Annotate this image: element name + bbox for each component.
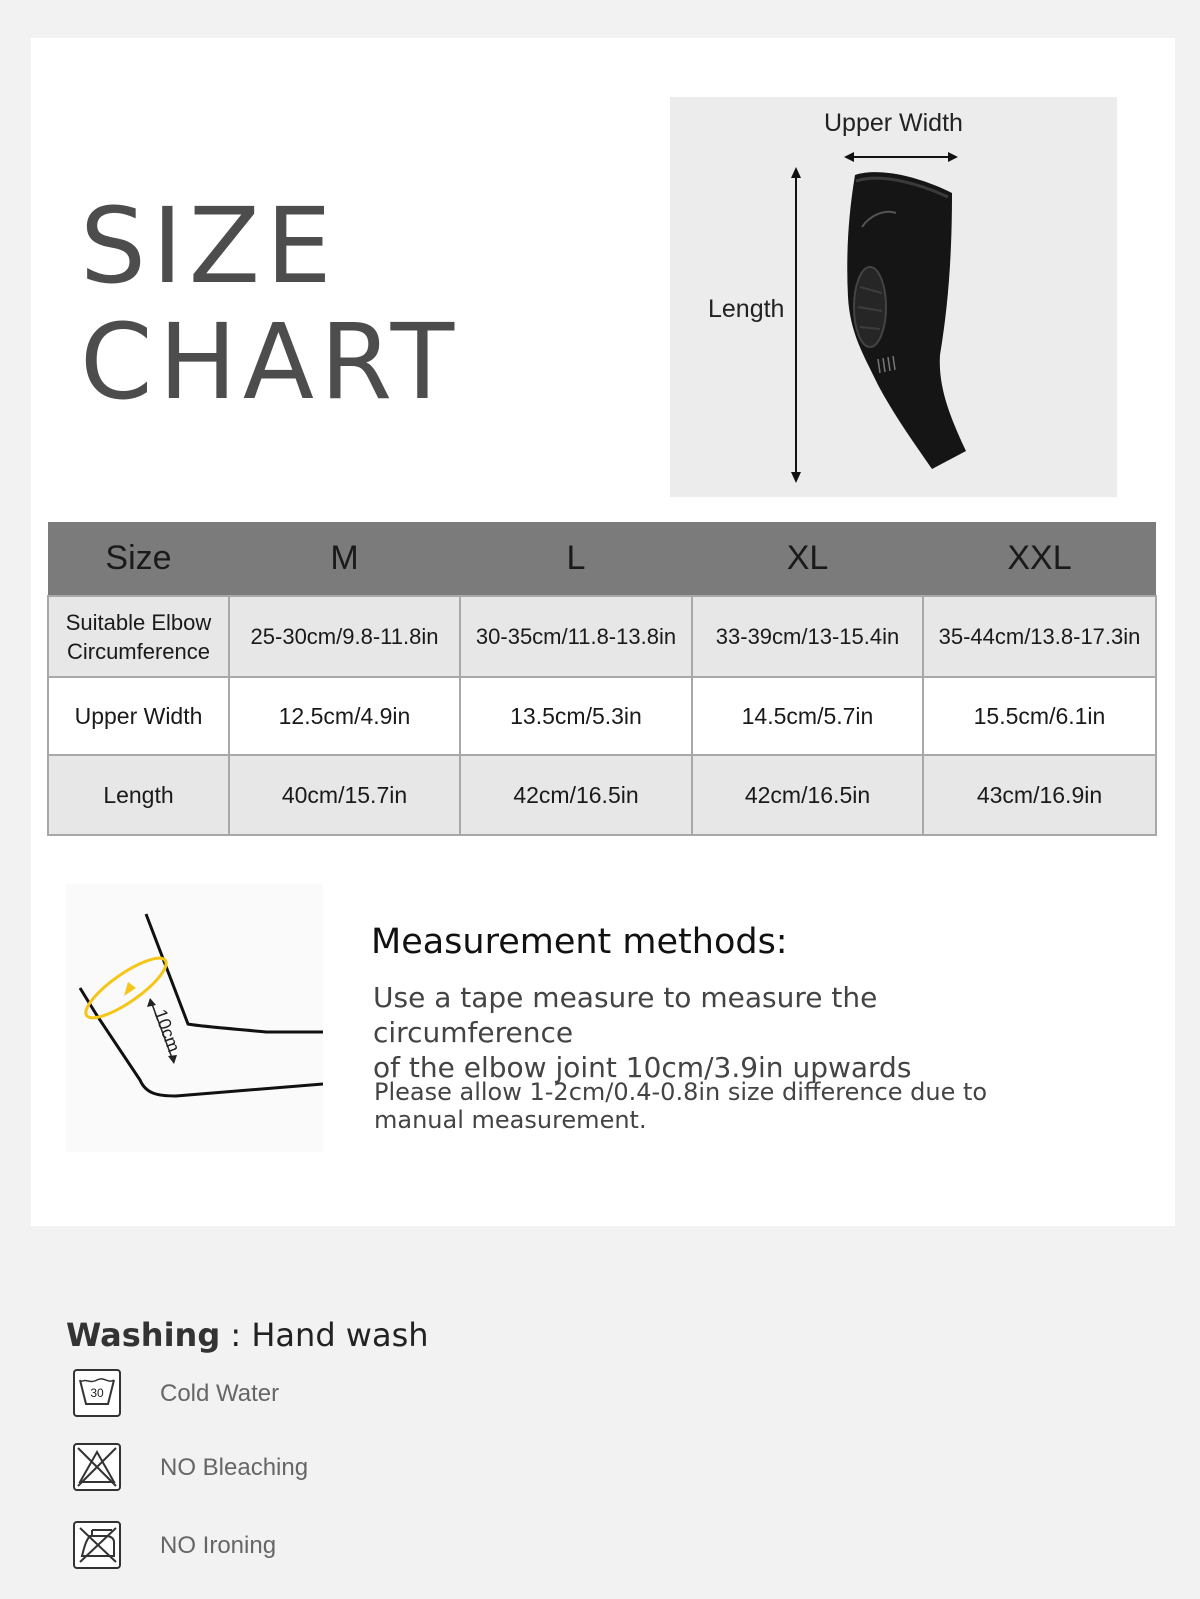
table-cell: 42cm/16.5in (692, 755, 923, 835)
no-iron-icon (72, 1520, 124, 1572)
table-cell: 42cm/16.5in (460, 755, 692, 835)
product-diagram (670, 97, 1117, 497)
table-cell: 13.5cm/5.3in (460, 677, 692, 756)
length-label: Length (708, 295, 785, 323)
row-label-circumference (48, 596, 229, 677)
measurement-instructions (373, 980, 1063, 1085)
instruction-line-2: of the elbow joint 10cm/3.9in upwards (373, 1051, 912, 1084)
table-cell: 40cm/15.7in (229, 755, 460, 835)
table-cell: 14.5cm/5.7in (692, 677, 923, 756)
washing-separator: : (220, 1316, 252, 1354)
header-m: M (229, 522, 460, 596)
header-l: L (460, 522, 692, 596)
washing-heading (66, 1316, 429, 1354)
row-label-line-1: Suitable Elbow (65, 609, 212, 635)
care-item-no-bleaching (72, 1442, 472, 1494)
care-item-cold-water (72, 1368, 472, 1420)
measurement-note (374, 1078, 1014, 1134)
table-row (48, 677, 1156, 756)
ten-cm-label: 10cm (150, 1006, 185, 1055)
table-cell: 25-30cm/9.8-11.8in (229, 596, 460, 677)
table-cell: 33-39cm/13-15.4in (692, 596, 923, 677)
measurement-methods-title: Measurement methods: (371, 922, 788, 962)
title-line-1: SIZE (80, 185, 338, 307)
table-cell: 15.5cm/6.1in (923, 677, 1156, 756)
size-table (47, 522, 1157, 836)
no-bleach-icon (72, 1442, 124, 1494)
cold-water-label: Cold Water (160, 1380, 280, 1407)
table-cell: 35-44cm/13.8-17.3in (923, 596, 1156, 677)
table-cell: 43cm/16.9in (923, 755, 1156, 835)
no-ironing-label: NO Ironing (160, 1532, 277, 1559)
header-size: Size (48, 522, 229, 596)
table-header-row (48, 522, 1156, 596)
upper-width-label: Upper Width (824, 109, 963, 137)
note-line-2: manual measurement. (374, 1106, 647, 1134)
instruction-line-1: Use a tape measure to measure the circumference (373, 981, 878, 1049)
row-label-length: Length (48, 755, 229, 835)
washing-value: Hand wash (251, 1316, 429, 1354)
washing-label: Washing (66, 1316, 221, 1354)
elbow-diagram (66, 884, 323, 1152)
elbow-measurement-illustration (66, 884, 323, 1152)
care-item-no-ironing (72, 1520, 472, 1572)
table-row (48, 596, 1156, 677)
table-cell: 12.5cm/4.9in (229, 677, 460, 756)
table-row (48, 755, 1156, 835)
wash-temperature: 30 (90, 1386, 104, 1400)
header-xxl: XXL (923, 522, 1156, 596)
row-label-line-2: Circumference (66, 638, 211, 664)
wash-30-icon (72, 1368, 124, 1420)
table-cell: 30-35cm/11.8-13.8in (460, 596, 692, 677)
row-label-upper-width: Upper Width (48, 677, 229, 756)
title-line-2: CHART (80, 301, 461, 423)
no-bleaching-label: NO Bleaching (160, 1454, 309, 1481)
note-line-1: Please allow 1-2cm/0.4-0.8in size difference due to (374, 1078, 988, 1106)
header-xl: XL (692, 522, 923, 596)
size-chart-title (80, 185, 461, 423)
